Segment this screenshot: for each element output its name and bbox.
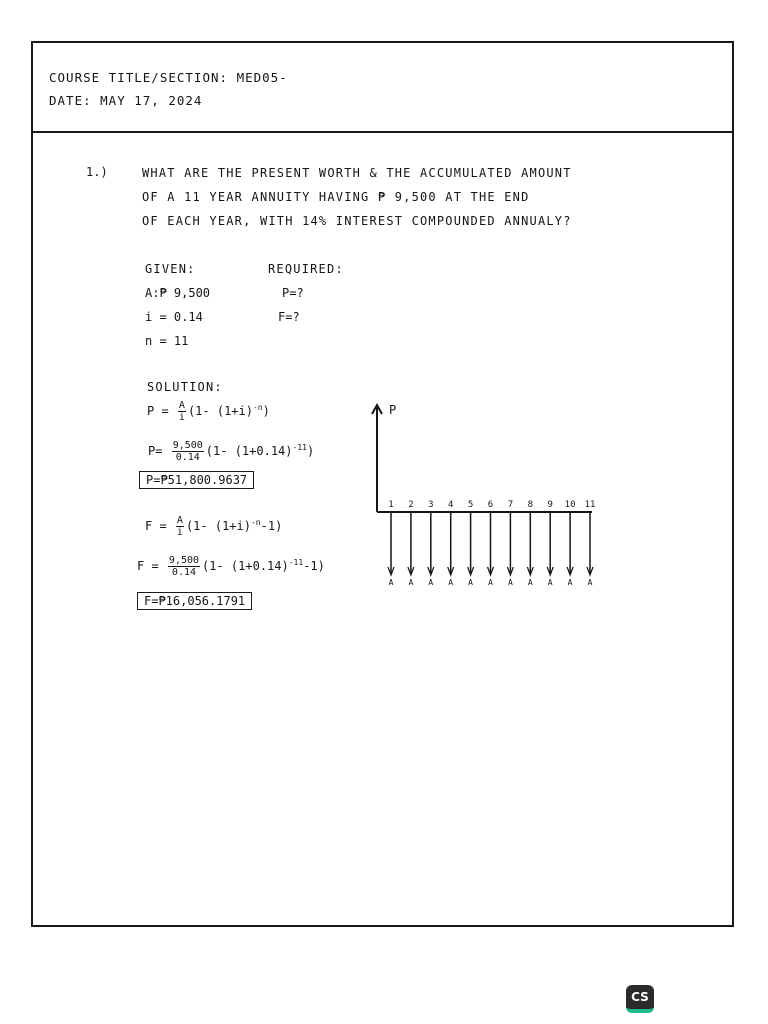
f-answer-box: F=₱16,056.1791 [137, 592, 252, 610]
period-label: 1 [388, 500, 394, 510]
course-title-line: COURSE TITLE/SECTION: MED05- [49, 70, 288, 85]
period-label: 8 [527, 500, 534, 510]
period-label: 11 [584, 500, 596, 510]
required-p: P=? [282, 286, 304, 300]
problem-line-1: WHAT ARE THE PRESENT WORTH & THE ACCUMULATED AMOUNT [142, 166, 572, 180]
camscanner-badge: CS [626, 985, 654, 1013]
given-i: i = 0.14 [145, 310, 203, 324]
payment-label: A [527, 578, 533, 587]
payment-label: A [567, 578, 573, 587]
period-label: 2 [408, 500, 414, 510]
f-formula: F = $\frac{A}{i}$ (1- $(1+i)^{-n}-1$) [145, 515, 283, 538]
p-answer-box: P=₱51,800.9637 [139, 471, 254, 489]
required-heading: REQUIRED: [268, 262, 344, 276]
payment-label: A [587, 578, 593, 587]
payment-label: A [428, 578, 434, 587]
cash-flow-diagram [360, 395, 600, 595]
payment-label: A [488, 578, 493, 587]
payment-label: A [448, 578, 454, 587]
problem-line-3: OF EACH YEAR, WITH 14% INTEREST COMPOUNDED ANNUALY? [142, 214, 572, 228]
payment-label: A [388, 578, 394, 587]
given-heading: GIVEN: [145, 262, 196, 276]
period-label: 9 [547, 500, 553, 510]
solution-heading: SOLUTION: [147, 380, 223, 394]
problem-number: 1.) [86, 165, 108, 179]
problem-line-2: OF A 11 YEAR ANNUITY HAVING ₱ 9,500 AT THE END [142, 190, 530, 204]
header-box [33, 43, 732, 133]
period-label: 3 [428, 500, 434, 510]
payment-label: A [408, 578, 414, 587]
payment-label: A [547, 578, 553, 587]
payment-label: A [507, 578, 513, 587]
p-substitution: P= $\frac{9,500}{0.14}$ (1- $(1+0.14)^{-11}$) [148, 440, 315, 463]
period-label: 4 [447, 500, 454, 510]
period-label: 6 [487, 500, 494, 510]
given-n: n = 11 [145, 334, 189, 348]
p-label: P [389, 403, 397, 417]
p-formula: P = $\frac{A}{i}$ (1- $(1+i)^{-n}$) [147, 400, 270, 423]
given-a: A:₱ 9,500 [145, 286, 211, 300]
f-substitution: F = $\frac{9,500}{0.14}$ (1- $(1+0.14)^{-11}-1$) [137, 555, 325, 578]
date-line: DATE: MAY 17, 2024 [49, 93, 203, 108]
period-label: 5 [467, 500, 474, 510]
period-label: 7 [507, 500, 514, 510]
payment-label: A [468, 578, 474, 587]
required-f: F=? [278, 310, 300, 324]
period-label: 10 [564, 500, 576, 510]
